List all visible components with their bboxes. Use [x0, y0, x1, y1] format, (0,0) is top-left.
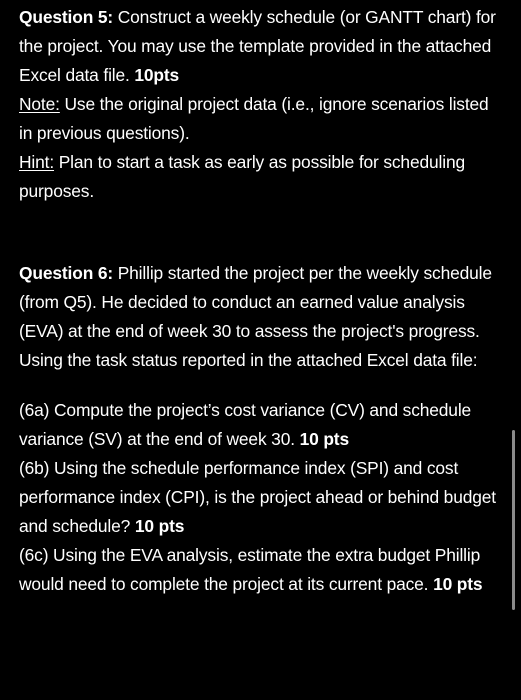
question-6a-points: 10 pts [299, 429, 349, 449]
question-5-hint-text: Plan to start a task as early as possible for scheduling purposes. [19, 152, 465, 201]
question-5-text: Construct a weekly schedule (or GANTT chart) for the project. You may use the template provided in the attached Excel data file. [19, 7, 496, 85]
question-5 [19, 3, 501, 206]
question-6-parts [19, 396, 501, 599]
question-6c-points: 10 pts [433, 574, 483, 594]
question-5-points: 10pts [134, 65, 180, 85]
question-5-heading: Question 5: [19, 7, 114, 27]
question-6a-text: (6a) Compute the project’s cost variance (CV) and schedule variance (SV) at the end of week 30. [19, 400, 472, 449]
question-5-note-text: Use the original project data (i.e., ignore scenarios listed in previous questions). [19, 94, 489, 143]
vertical-scrollbar[interactable] [512, 430, 515, 610]
question-5-note-label: Note: [19, 94, 60, 114]
question-6-heading: Question 6: [19, 263, 114, 283]
question-5-hint-label: Hint: [19, 152, 55, 172]
document-body [19, 3, 501, 599]
question-6b-points: 10 pts [134, 516, 185, 536]
question-6c-text: (6c) Using the EVA analysis, estimate the extra budget Phillip would need to complete the project at its current pace. [19, 545, 481, 594]
question-6 [19, 259, 501, 375]
question-6-text: Phillip started the project per the weekly schedule (from Q5). He decided to conduct an earned value analysis (EVA) at the end of week 30 to assess the project's progress. Using the task status reported in the attached Excel data file: [19, 263, 492, 370]
question-6b-text: (6b) Using the schedule performance index (SPI) and cost performance index (CPI), is the project ahead or behind budget and schedule? [19, 458, 496, 536]
